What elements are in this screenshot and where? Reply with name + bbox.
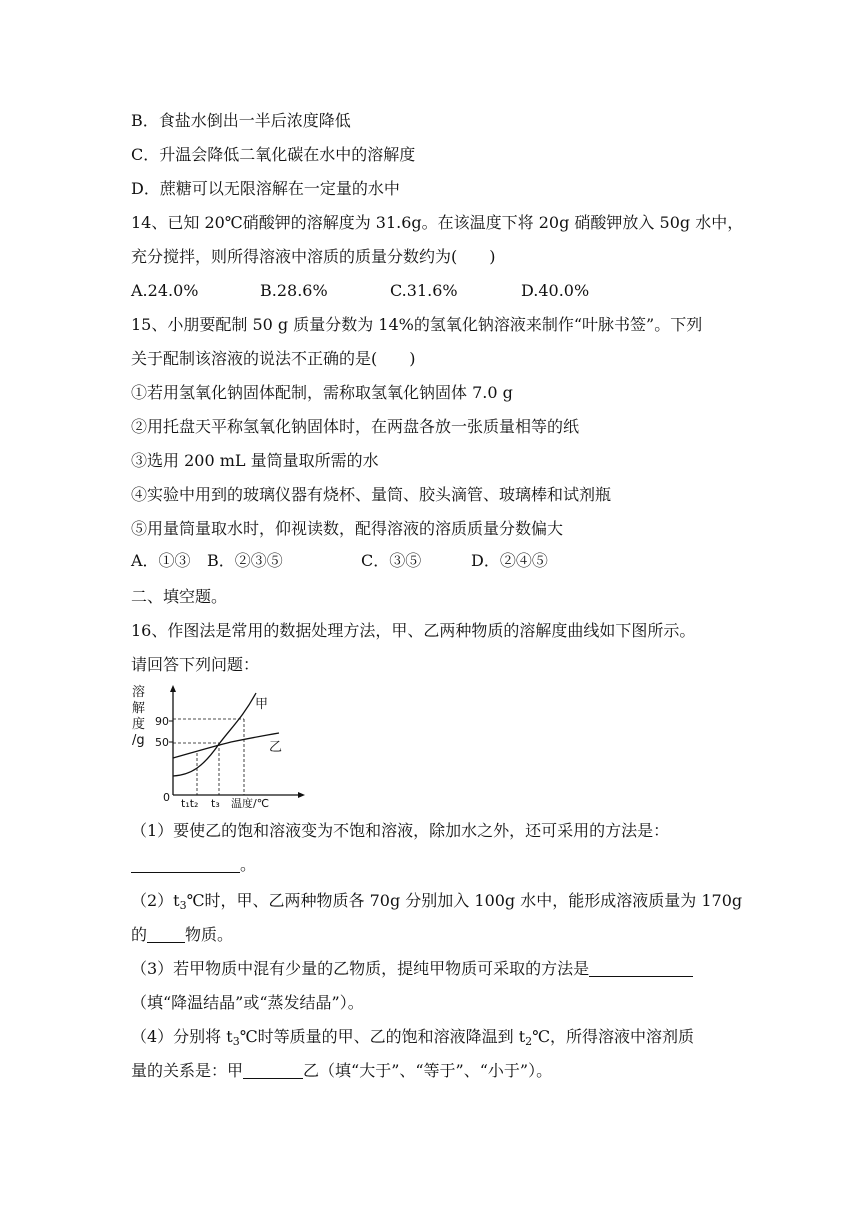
q13-option-d: D．蔗糖可以无限溶解在一定量的水中 <box>131 179 400 198</box>
q16-part1-end: 。 <box>240 855 257 874</box>
q16-part2-text: 物质。 <box>185 925 234 944</box>
q16-stem-line1: 16、作图法是常用的数据处理方法，甲、乙两种物质的溶解度曲线如下图所示。 <box>131 621 696 640</box>
q16-part2-line2 <box>131 924 233 946</box>
q16-part1-line2 <box>131 854 256 876</box>
q16-stem-line2: 请回答下列问题： <box>131 655 260 674</box>
q15-stem-line1: 15、小朋要配制 50 g 质量分数为 14%的氢氧化钠溶液来制作“叶脉书签”。下列 <box>131 315 703 334</box>
q16-part4-text: 量的关系是：甲 <box>131 1061 244 1080</box>
y-tick-label: 50 <box>155 736 169 749</box>
q14-option-d: D.40.0% <box>521 281 590 300</box>
q15-stem-line2: 关于配制该溶液的说法不正确的是( ) <box>131 349 416 368</box>
x-axis-label: 温度/℃ <box>231 797 270 808</box>
origin-label: 0 <box>163 791 170 804</box>
q15-item: ③选用 200 mL 量筒量取所需的水 <box>131 451 379 470</box>
y-axis-label-char: 度 <box>132 717 146 732</box>
q16-part3-line1 <box>131 958 693 980</box>
answer-blank[interactable] <box>589 960 693 977</box>
q16-part2-line1 <box>131 890 742 917</box>
q16-part2-text: 的 <box>131 925 148 944</box>
q16-part2-text: ℃时，甲、乙两种物质各 70g 分别加入 100g 水中，能形成溶液质量为 170g <box>186 891 743 910</box>
q16-part4-line1 <box>131 1026 694 1053</box>
q16-part4-text: ℃时等质量的甲、乙的饱和溶液降温到 t <box>239 1027 526 1046</box>
q14-stem-line1: 14、已知 20℃硝酸钾的溶解度为 31.6g。在该温度下将 20g 硝酸钾放入 50g 水中， <box>131 213 744 232</box>
q13-option-b: B．食盐水倒出一半后浓度降低 <box>131 111 351 130</box>
q15-option-d: D．②④⑤ <box>471 551 548 570</box>
subscript: 2 <box>525 1035 533 1048</box>
q14-option-a: A.24.0% <box>131 281 199 300</box>
q16-part4-text: （4）分别将 t <box>131 1027 233 1046</box>
y-axis-label-char: /g <box>132 733 145 748</box>
section-heading: 二、填空题。 <box>131 587 228 606</box>
y-tick-label: 90 <box>155 715 169 728</box>
q16-part2-text: （2）t <box>131 891 180 910</box>
curve-jia <box>173 693 256 776</box>
subscript: 3 <box>179 899 187 912</box>
q15-item: ①若用氢氧化钠固体配制，需称取氢氧化钠固体 7.0 g <box>131 383 513 402</box>
x-tick-label: t₃ <box>211 797 220 808</box>
solubility-curve-svg <box>131 683 311 808</box>
subscript: 3 <box>232 1035 240 1048</box>
q16-part3-text: （3）若甲物质中混有少量的乙物质，提纯甲物质可采取的方法是 <box>131 959 590 978</box>
solubility-curve-figure <box>131 683 311 808</box>
q16-part4-line2 <box>131 1060 552 1082</box>
q16-part4-text: ℃，所得溶液中溶剂质 <box>532 1027 695 1046</box>
x-axis-arrow <box>298 792 305 798</box>
answer-blank[interactable] <box>147 926 185 943</box>
answer-blank[interactable] <box>131 856 240 873</box>
q14-option-c: C.31.6% <box>390 281 458 300</box>
curve-yi <box>173 733 279 758</box>
q14-stem-line2: 充分搅拌，则所得溶液中溶质的质量分数约为( ) <box>131 247 496 266</box>
q15-item: ②用托盘天平称氢氧化钠固体时，在两盘各放一张质量相等的纸 <box>131 417 580 436</box>
x-tick-label: t₁t₂ <box>181 797 199 808</box>
q15-item: ⑤用量筒量取水时，仰视读数，配得溶液的溶质质量分数偏大 <box>131 519 564 538</box>
q16-part4-text: 乙（填“大于”、“等于”、“小于”）。 <box>303 1061 553 1080</box>
q13-option-c: C．升温会降低二氧化碳在水中的溶解度 <box>131 145 416 164</box>
answer-blank[interactable] <box>243 1062 303 1079</box>
q15-item: ④实验中用到的玻璃仪器有烧杯、量筒、胶头滴管、玻璃棒和试剂瓶 <box>131 485 612 504</box>
series-label-yi: 乙 <box>269 740 283 755</box>
y-axis-label-char: 溶 <box>132 685 146 700</box>
q15-option-c: C．③⑤ <box>361 551 422 570</box>
q16-part3-line2: （填“降温结晶”或“蒸发结晶”）。 <box>131 993 364 1012</box>
q14-option-b: B.28.6% <box>260 281 328 300</box>
y-axis-label-char: 解 <box>132 701 146 716</box>
q16-part1-line1: （1）要使乙的饱和溶液变为不饱和溶液，除加水之外，还可采用的方法是： <box>131 821 670 840</box>
y-axis-arrow <box>170 685 176 692</box>
series-label-jia: 甲 <box>255 697 269 712</box>
q15-option-b: B．②③⑤ <box>207 551 283 570</box>
q15-option-a: A．①③ <box>131 551 191 570</box>
